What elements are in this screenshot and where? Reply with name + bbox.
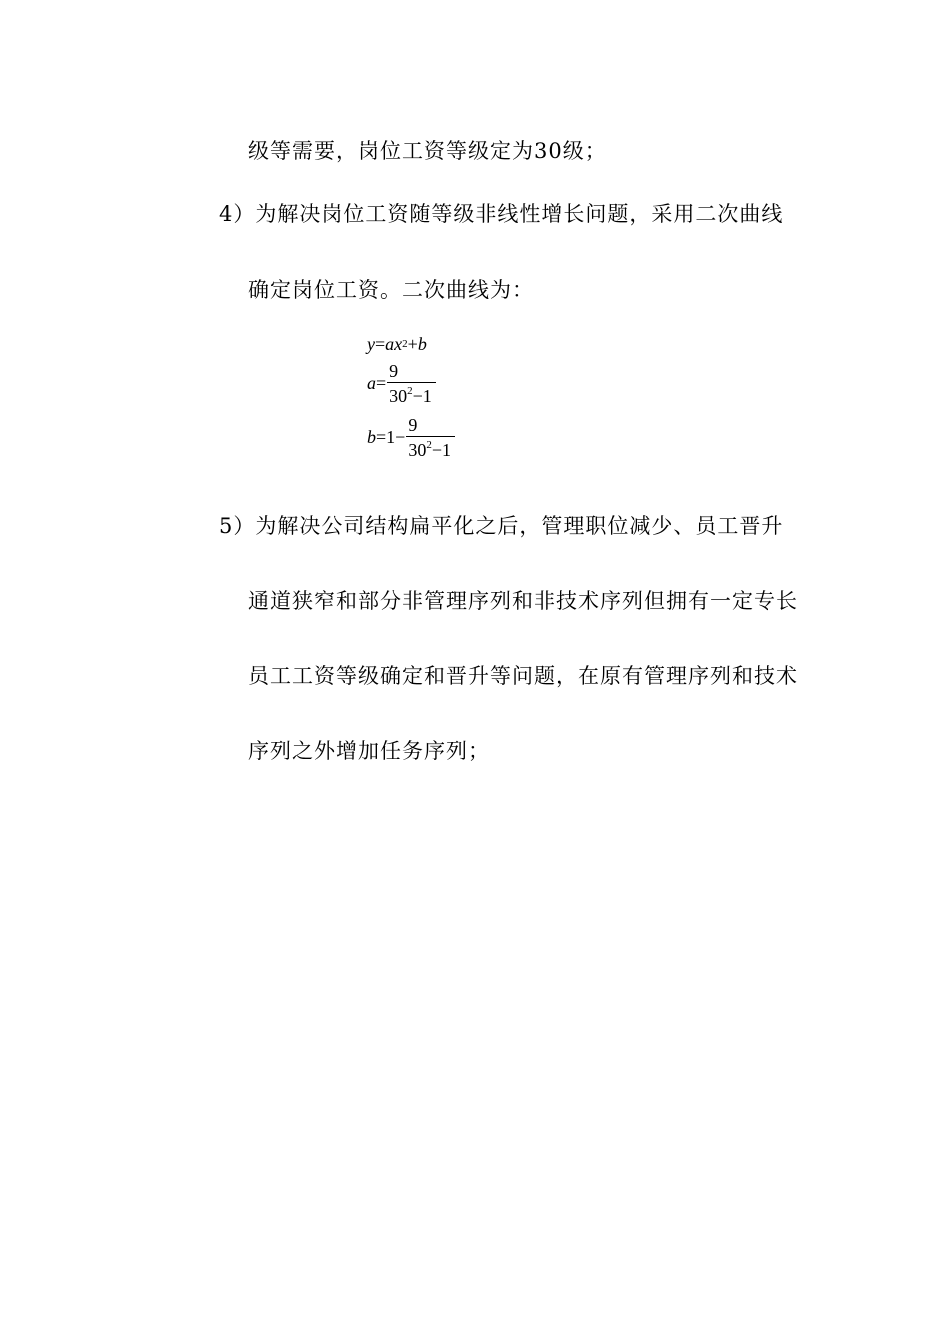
denominator-rest: −1 <box>431 439 451 460</box>
formula-var-y: y <box>367 334 375 354</box>
formula-var-a: a <box>367 373 376 393</box>
formula-equals: = <box>376 373 387 393</box>
denominator-base: 30 <box>389 385 408 406</box>
quadratic-formula <box>367 334 455 462</box>
paragraph-5-line-3: 员工工资等级确定和晋升等问题，在原有管理序列和技术 <box>248 664 798 688</box>
fraction-numerator: 9 <box>389 360 399 381</box>
denominator-rest: −1 <box>412 385 432 406</box>
denominator-exponent: 2 <box>407 384 413 397</box>
formula-equals: = <box>376 427 387 447</box>
formula-var-b: b <box>417 334 427 354</box>
formula-equation-b <box>367 412 455 462</box>
formula-equation-a <box>367 358 455 408</box>
denominator-exponent: 2 <box>426 438 432 451</box>
fraction-denominator <box>406 436 455 461</box>
paragraph-4-line-2: 确定岗位工资。二次曲线为： <box>248 278 534 302</box>
formula-var-b: b <box>367 427 376 447</box>
formula-fraction <box>406 414 455 461</box>
paragraph-3-continuation: 级等需要，岗位工资等级定为30级； <box>248 139 607 163</box>
formula-fraction <box>387 360 436 407</box>
fraction-numerator: 9 <box>408 414 418 435</box>
formula-equals: = <box>375 334 386 354</box>
formula-plus: + <box>407 334 418 354</box>
denominator-base: 30 <box>408 439 427 460</box>
paragraph-4-line-1: 4）为解决岗位工资随等级非线性增长问题，采用二次曲线 <box>219 202 784 226</box>
fraction-denominator <box>387 382 436 407</box>
paragraph-5-line-1: 5）为解决公司结构扁平化之后，管理职位减少、员工晋升 <box>219 514 784 538</box>
formula-prefix: 1− <box>386 427 406 447</box>
paragraph-5-line-2: 通道狭窄和部分非管理序列和非技术序列但拥有一定专长 <box>248 589 798 613</box>
paragraph-5-line-4: 序列之外增加任务序列； <box>248 739 490 763</box>
formula-var-a: a <box>385 334 395 354</box>
formula-equation-y: y = a x 2 + b <box>367 334 427 354</box>
formula-var-x: x <box>394 334 403 354</box>
